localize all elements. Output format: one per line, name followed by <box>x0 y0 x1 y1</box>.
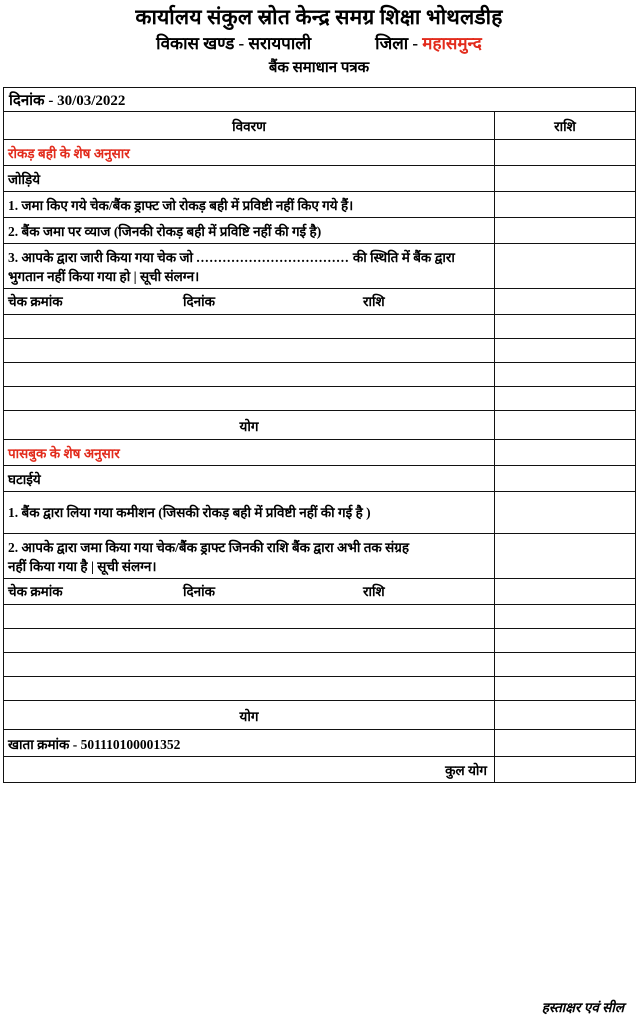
amount-input-cell[interactable] <box>495 244 635 288</box>
cash-item-1-amount[interactable] <box>495 191 636 217</box>
amount-input-cell[interactable] <box>495 534 635 578</box>
entry-input-cell[interactable] <box>4 363 494 386</box>
passbook-total-cell <box>4 700 495 729</box>
entry-input-cell[interactable] <box>4 677 494 700</box>
cashbook-heading-label: रोकड़ बही के शेष अनुसार <box>8 145 130 161</box>
table-row-passbook-entry[interactable] <box>4 676 636 700</box>
passbook-entry-amount[interactable] <box>495 628 636 652</box>
column-header-amount-label: राशि <box>554 118 576 134</box>
table-row-passbook-entry[interactable] <box>4 604 636 628</box>
passbook-item-2-amount[interactable] <box>495 533 636 578</box>
passbook-item-2-line1: 2. आपके द्वारा जमा किया गया चेक/बैंक ड्राफ्ट जिनकी राशि बैंक द्वारा अभी तक संग्रह <box>8 539 410 555</box>
passbook-subheader-cell <box>4 578 495 604</box>
entry-input-cell[interactable] <box>4 629 494 652</box>
passbook-heading-label: पासबुक के शेष अनुसार <box>8 445 120 461</box>
cash-entry-cell[interactable] <box>4 314 495 338</box>
table-row-passbook-subheader <box>4 578 636 604</box>
account-number-label: खाता क्रमांक - 501110100001352 <box>8 736 181 752</box>
table-row-cash-entry[interactable] <box>4 386 636 410</box>
amount-input-cell[interactable] <box>495 192 635 217</box>
passbook-heading-cell <box>4 439 495 465</box>
entry-input-cell[interactable] <box>4 339 494 362</box>
passbook-total-label: योग <box>239 708 259 724</box>
district-label: जिला - <box>375 34 423 54</box>
table-row-passbook-item-2 <box>4 533 636 578</box>
table-row-cash-item-1 <box>4 191 636 217</box>
table-row-cashbook-heading <box>4 139 636 165</box>
cash-subheader-group <box>4 289 494 314</box>
signature-seal-label: हस्ताक्षर एवं सील <box>541 1000 624 1015</box>
amount-input-cell[interactable] <box>495 166 635 191</box>
entry-input-cell[interactable] <box>4 387 494 410</box>
amount-input-cell[interactable] <box>495 677 635 700</box>
cash-item-3-line2: भुगतान नहीं किया गया हो | सूची संलग्न। <box>8 269 200 285</box>
amount-input-cell[interactable] <box>495 289 635 314</box>
subheader-amount: राशि <box>363 583 385 599</box>
form-title: बैंक समाधान पत्रक <box>268 60 370 77</box>
table-row-date <box>4 87 636 111</box>
passbook-entry-amount[interactable] <box>495 676 636 700</box>
table-row-cash-total <box>4 410 636 439</box>
entry-input-cell[interactable] <box>4 653 494 676</box>
cash-item-3-cell <box>4 243 495 288</box>
table-row-cash-entry[interactable] <box>4 314 636 338</box>
cash-item-2-cell <box>4 217 495 243</box>
table-row-grand-total <box>4 756 636 782</box>
passbook-item-2-text <box>4 534 494 578</box>
column-header-description <box>4 111 495 139</box>
passbook-heading-amount[interactable] <box>495 439 636 465</box>
district-name: महासमुन्द <box>422 34 482 54</box>
passbook-entry-cell[interactable] <box>4 676 495 700</box>
column-header-description-label: विवरण <box>232 118 266 134</box>
passbook-item-2-cell <box>4 533 495 578</box>
amount-input-cell[interactable] <box>495 730 635 756</box>
subheader-date: दिनांक <box>183 583 216 599</box>
amount-input-cell[interactable] <box>495 629 635 652</box>
cash-item-3-text <box>4 244 494 288</box>
passbook-item-1-label: 1. बैंक द्वारा लिया गया कमीशन (जिसकी रोकड़ बही में प्रविष्टी नहीं की गई है ) <box>8 504 371 520</box>
cash-entry-cell[interactable] <box>4 338 495 362</box>
date-value: दिनांक - 30/03/2022 <box>9 92 126 109</box>
amount-input-cell[interactable] <box>495 440 635 465</box>
table-header-row <box>4 111 636 139</box>
passbook-item-2-line2: नहीं किया गया है | सूची संलग्न। <box>8 559 157 575</box>
entry-input-cell[interactable] <box>4 315 494 338</box>
amount-input-cell[interactable] <box>495 757 635 782</box>
cashbook-heading-cell <box>4 139 495 165</box>
cash-entry-amount[interactable] <box>495 338 636 362</box>
date-cell <box>4 87 636 111</box>
table-row-cash-item-2 <box>4 217 636 243</box>
table-row-cash-entry[interactable] <box>4 338 636 362</box>
cash-total-amount[interactable] <box>495 410 636 439</box>
cash-entry-amount[interactable] <box>495 314 636 338</box>
table-row-add-operation <box>4 165 636 191</box>
passbook-entry-cell[interactable] <box>4 652 495 676</box>
passbook-subheader-group <box>4 579 494 604</box>
passbook-entry-amount[interactable] <box>495 604 636 628</box>
amount-input-cell[interactable] <box>495 218 635 243</box>
account-number-cell <box>4 729 495 756</box>
table-row-account-number <box>4 729 636 756</box>
table-row-passbook-heading <box>4 439 636 465</box>
table-row-passbook-item-1 <box>4 491 636 533</box>
block-district-row <box>0 33 638 56</box>
passbook-subheader-amount[interactable] <box>495 578 636 604</box>
subtract-operation-amount[interactable] <box>495 465 636 491</box>
subheader-amount: राशि <box>363 293 385 309</box>
table-row-cash-entry[interactable] <box>4 362 636 386</box>
block-label: विकास खण्ड - सरायपाली <box>156 34 312 54</box>
grand-total-cell <box>4 756 495 782</box>
cash-item-3-dotted-blank: ................................... <box>196 249 350 265</box>
bank-reconciliation-table <box>3 87 636 783</box>
subheader-cheque-no: चेक क्रमांक <box>8 583 63 599</box>
cash-item-3-part1: 3. आपके द्वारा जारी किया गया चेक जो <box>8 249 197 265</box>
table-row-cash-item-3 <box>4 243 636 288</box>
cash-item-1-label: 1. जमा किए गये चेक/बैंक ड्राफ्ट जो रोकड़ बही में प्रविष्टी नहीं किए गये हैं। <box>8 197 354 213</box>
table-row-passbook-entry[interactable] <box>4 652 636 676</box>
cash-item-2-amount[interactable] <box>495 217 636 243</box>
subheader-date: दिनांक <box>183 293 216 309</box>
grand-total-amount[interactable] <box>495 756 636 782</box>
amount-input-cell[interactable] <box>495 363 635 386</box>
column-header-amount <box>495 111 636 139</box>
passbook-entry-cell[interactable] <box>4 628 495 652</box>
table-row-passbook-entry[interactable] <box>4 628 636 652</box>
amount-input-cell[interactable] <box>495 653 635 676</box>
table-row-passbook-total <box>4 700 636 729</box>
cash-entry-cell[interactable] <box>4 386 495 410</box>
cash-subheader-amount[interactable] <box>495 288 636 314</box>
amount-input-cell[interactable] <box>495 140 635 165</box>
cash-item-1-cell <box>4 191 495 217</box>
subheader-cheque-no: चेक क्रमांक <box>8 293 63 309</box>
passbook-item-1-amount[interactable] <box>495 491 636 533</box>
subtract-operation-cell <box>4 465 495 491</box>
cash-item-3-part2: की स्थिति में बैंक द्वारा <box>349 249 455 265</box>
cash-entry-amount[interactable] <box>495 362 636 386</box>
amount-input-cell[interactable] <box>495 466 635 491</box>
amount-input-cell[interactable] <box>495 411 635 439</box>
subtract-operation-label: घटाईये <box>8 471 41 487</box>
cashbook-heading-amount[interactable] <box>495 139 636 165</box>
grand-total-label: कुल योग <box>445 762 487 778</box>
passbook-item-1-cell <box>4 491 495 533</box>
passbook-total-amount[interactable] <box>495 700 636 729</box>
add-operation-cell <box>4 165 495 191</box>
passbook-entry-cell[interactable] <box>4 604 495 628</box>
cash-total-label: योग <box>239 418 259 434</box>
table-row-subtract-operation <box>4 465 636 491</box>
passbook-entry-amount[interactable] <box>495 652 636 676</box>
add-operation-label: जोड़िये <box>8 171 41 187</box>
amount-input-cell[interactable] <box>495 605 635 628</box>
office-title: कार्यालय संकुल स्रोत केन्द्र समग्र शिक्षा भोथलडीह <box>135 5 503 29</box>
cash-entry-cell[interactable] <box>4 362 495 386</box>
district-group <box>375 33 482 56</box>
account-number-amount[interactable] <box>495 729 636 756</box>
amount-input-cell[interactable] <box>495 492 635 533</box>
amount-input-cell[interactable] <box>495 701 635 729</box>
amount-input-cell[interactable] <box>495 387 635 410</box>
cash-entry-amount[interactable] <box>495 386 636 410</box>
cash-item-3-amount[interactable] <box>495 243 636 288</box>
cash-subheader-cell <box>4 288 495 314</box>
entry-input-cell[interactable] <box>4 605 494 628</box>
document-header <box>0 0 638 79</box>
table-row-cash-subheader <box>4 288 636 314</box>
amount-input-cell[interactable] <box>495 315 635 338</box>
amount-input-cell[interactable] <box>495 339 635 362</box>
cash-total-cell <box>4 410 495 439</box>
add-operation-amount[interactable] <box>495 165 636 191</box>
cash-item-2-label: 2. बैंक जमा पर व्याज (जिनकी रोकड़ बही में प्रविष्टि नहीं की गई है) <box>8 223 322 239</box>
amount-input-cell[interactable] <box>495 579 635 604</box>
